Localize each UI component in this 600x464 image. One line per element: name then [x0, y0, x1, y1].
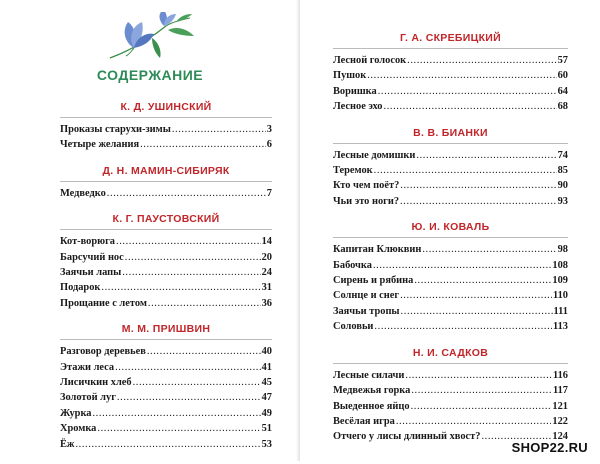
dot-leader	[116, 234, 261, 249]
entry-title: Прощание с летом	[60, 297, 147, 309]
dot-leader	[384, 99, 557, 114]
entry-title: Теремок	[333, 165, 373, 177]
toc-entry[interactable]	[333, 178, 568, 193]
dot-leader	[172, 122, 266, 137]
entry-title: Лисичкин хлеб	[60, 377, 132, 389]
toc-entry[interactable]	[60, 360, 272, 375]
author-heading: В. В. БИАНКИ	[333, 127, 568, 144]
entry-page-number: 14	[261, 236, 272, 248]
author-heading: Д. Н. МАМИН-СИБИРЯК	[60, 165, 272, 182]
entry-title: Лесное эхо	[333, 101, 383, 113]
dot-leader	[401, 304, 553, 319]
entry-page-number: 116	[552, 369, 568, 381]
dot-leader	[140, 137, 266, 152]
entry-title: Лесные домишки	[333, 149, 416, 161]
dot-leader	[122, 265, 260, 280]
toc-section	[333, 127, 568, 210]
toc-entry[interactable]	[60, 406, 272, 421]
toc-entry[interactable]	[60, 234, 272, 249]
toc-section	[60, 165, 272, 201]
author-heading: К. Д. УШИНСКИЙ	[60, 101, 272, 118]
entry-page-number: 20	[261, 251, 272, 263]
toc-entry[interactable]	[333, 148, 568, 163]
entry-page-number: 113	[552, 321, 568, 333]
right-page	[300, 0, 600, 461]
toc-entry[interactable]	[60, 390, 272, 405]
entry-page-number: 109	[552, 275, 568, 287]
toc-entry[interactable]	[60, 421, 272, 436]
toc-entry[interactable]	[60, 137, 272, 152]
author-heading: Н. И. САДКОВ	[333, 347, 568, 364]
entry-page-number: 117	[552, 385, 568, 397]
toc-entry[interactable]	[60, 375, 272, 390]
entry-page-number: 57	[557, 55, 568, 66]
entry-page-number: 45	[261, 377, 272, 389]
entry-title: Разговор деревьев	[60, 346, 146, 358]
toc-entry[interactable]	[333, 273, 568, 288]
toc-entry[interactable]	[60, 250, 272, 265]
toc-entry[interactable]	[60, 296, 272, 311]
dot-leader	[133, 375, 261, 390]
entry-title: Сирень и рябина	[333, 275, 414, 287]
toc-entry[interactable]	[333, 194, 568, 209]
dot-leader	[107, 186, 266, 201]
entry-title: Журка	[60, 407, 92, 419]
toc-column-right	[333, 32, 568, 457]
toc-section	[333, 347, 568, 445]
entry-page-number: 53	[261, 438, 272, 450]
entry-title: Бабочка	[333, 259, 372, 271]
entry-page-number: 68	[557, 101, 568, 113]
toc-entry[interactable]	[333, 242, 568, 257]
entry-title: Заячьи лапы	[60, 267, 122, 279]
entry-page-number: 108	[552, 259, 568, 271]
toc-entry[interactable]	[60, 280, 272, 295]
toc-entry[interactable]	[333, 258, 568, 273]
page-title: СОДЕРЖАНИЕ	[96, 67, 204, 83]
toc-entry[interactable]	[333, 99, 568, 114]
entry-page-number: 124	[552, 431, 568, 443]
entry-page-number: 49	[261, 407, 272, 419]
entry-title: Воришка	[333, 85, 377, 97]
entry-title: Подарок	[60, 282, 101, 294]
entry-title: Четыре желания	[60, 139, 140, 151]
entry-title: Заячьи тропы	[333, 305, 400, 317]
entry-title: Лесные силачи	[333, 369, 405, 381]
toc-entry[interactable]	[333, 163, 568, 178]
toc-entry[interactable]	[60, 437, 272, 452]
dot-leader	[97, 421, 260, 436]
entry-title: Лесной голосок	[333, 55, 407, 66]
author-heading: М. М. ПРИШВИН	[60, 323, 272, 340]
author-heading: Г. А. СКРЕБИЦКИЙ	[333, 32, 568, 49]
dot-leader	[405, 368, 552, 383]
entry-title: Кот-ворюга	[60, 236, 116, 248]
entry-title: Капитан Клюквин	[333, 244, 422, 256]
dot-leader	[400, 178, 556, 193]
toc-section	[60, 323, 272, 452]
entry-page-number: 6	[266, 139, 272, 151]
entry-title: Отчего у лисы длинный хвост?	[333, 431, 481, 443]
dot-leader	[367, 68, 556, 83]
toc-entry[interactable]	[60, 344, 272, 359]
dot-leader	[374, 319, 552, 334]
toc-section	[333, 32, 568, 115]
dot-leader	[374, 163, 557, 178]
dot-leader	[115, 360, 261, 375]
dot-leader	[92, 406, 260, 421]
dot-leader	[422, 242, 556, 257]
dot-leader	[148, 296, 261, 311]
entry-page-number: 74	[557, 149, 568, 161]
toc-entry[interactable]	[333, 288, 568, 303]
entry-page-number: 121	[552, 400, 568, 412]
dot-leader	[378, 84, 557, 99]
dot-leader	[75, 437, 260, 452]
entry-page-number: 93	[557, 195, 568, 207]
entry-page-number: 7	[266, 187, 272, 199]
entry-title: Кто чем поёт?	[333, 180, 400, 192]
author-heading: К. Г. ПАУСТОВСКИЙ	[60, 213, 272, 230]
watermark: SHOP22.RU	[511, 440, 588, 455]
toc-section	[333, 221, 568, 334]
entry-title: Ёж	[60, 438, 75, 450]
entry-title: Медведко	[60, 187, 106, 199]
entry-title: Этажи леса	[60, 361, 115, 373]
dot-leader	[373, 258, 551, 273]
dot-leader	[411, 399, 552, 414]
entry-title: Проказы старухи-зимы	[60, 124, 171, 135]
toc-section	[60, 101, 272, 153]
entry-page-number: 90	[557, 180, 568, 192]
entry-page-number: 111	[553, 305, 568, 317]
left-page	[0, 0, 300, 461]
entry-page-number: 36	[261, 297, 272, 309]
toc-entry[interactable]	[60, 186, 272, 201]
entry-page-number: 60	[557, 70, 568, 82]
entry-title: Пушок	[333, 70, 367, 82]
toc-entry[interactable]	[333, 399, 568, 414]
toc-entry[interactable]	[60, 122, 272, 137]
toc-entry[interactable]	[333, 84, 568, 99]
entry-page-number: 98	[557, 244, 568, 256]
entry-page-number: 3	[266, 124, 272, 135]
entry-page-number: 40	[261, 346, 272, 358]
toc-entry[interactable]	[333, 414, 568, 429]
toc-entry[interactable]	[333, 319, 568, 334]
entry-page-number: 41	[261, 361, 272, 373]
author-heading: Ю. И. КОВАЛЬ	[333, 221, 568, 238]
entry-page-number: 24	[261, 267, 272, 279]
dot-leader	[396, 414, 552, 429]
toc-entry[interactable]	[333, 383, 568, 398]
toc-entry[interactable]	[333, 53, 568, 68]
dot-leader	[101, 280, 260, 295]
entry-title: Весёлая игра	[333, 415, 395, 427]
entry-page-number: 51	[261, 423, 272, 435]
entry-page-number: 110	[552, 290, 568, 302]
entry-page-number: 47	[261, 392, 272, 404]
entry-title: Выеденное яйцо	[333, 400, 410, 412]
entry-title: Золотой луг	[60, 392, 116, 404]
toc-entry[interactable]	[60, 265, 272, 280]
toc-entry[interactable]	[333, 68, 568, 83]
entry-title: Хромка	[60, 423, 97, 435]
dot-leader	[125, 250, 261, 265]
toc-entry[interactable]	[333, 368, 568, 383]
entry-page-number: 64	[557, 85, 568, 97]
dot-leader	[411, 383, 552, 398]
dot-leader	[147, 344, 261, 359]
entry-title: Барсучий нос	[60, 251, 124, 263]
dot-leader	[414, 273, 551, 288]
entry-page-number: 85	[557, 165, 568, 177]
entry-title: Солнце и снег	[333, 290, 400, 302]
entry-title: Соловьи	[333, 321, 374, 333]
dot-leader	[416, 148, 556, 163]
dot-leader	[400, 194, 557, 209]
toc-entry[interactable]	[333, 304, 568, 319]
bellflower-icon	[106, 12, 196, 64]
entry-page-number: 122	[552, 415, 568, 427]
toc-section	[60, 213, 272, 311]
toc-column-left	[60, 101, 272, 464]
entry-title: Чьи это ноги?	[333, 195, 400, 207]
dot-leader	[400, 288, 552, 303]
dot-leader	[117, 390, 261, 405]
entry-title: Медвежья горка	[333, 385, 411, 397]
dot-leader	[407, 53, 556, 68]
entry-page-number: 31	[261, 282, 272, 294]
